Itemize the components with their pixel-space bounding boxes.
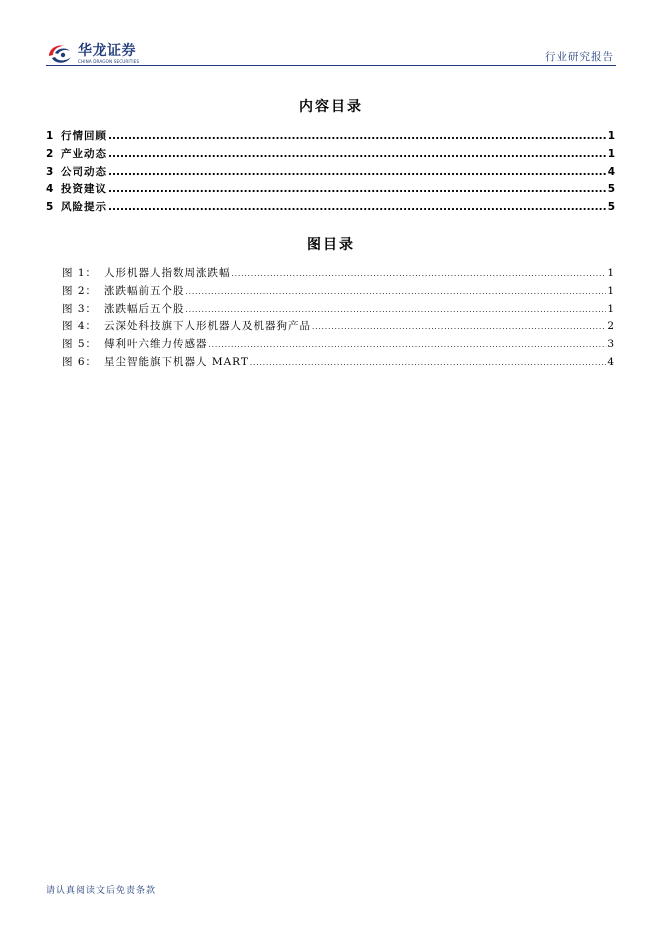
toc-entry-page: 5 <box>607 183 615 196</box>
figure-entry[interactable] <box>62 283 614 301</box>
figure-entry[interactable] <box>62 301 614 319</box>
dot-leader <box>312 320 606 332</box>
figure-entry-number: 图 1： <box>62 267 98 279</box>
figure-entry-label: 云深处科技旗下人形机器人及机器狗产品 <box>104 320 311 333</box>
china-dragon-logo-icon <box>46 42 74 66</box>
toc-entry[interactable] <box>46 128 615 146</box>
figure-entry[interactable] <box>62 265 614 283</box>
report-type-label: 行业研究报告 <box>545 51 614 63</box>
dot-leader <box>108 201 607 213</box>
figure-list-title: 图目录 <box>307 237 355 253</box>
figure-entry-label: 星尘智能旗下机器人 MART <box>104 355 249 368</box>
logo-chinese-name: 华龙证券 <box>78 42 136 59</box>
toc-entry-page: 4 <box>607 165 615 178</box>
figure-entry[interactable] <box>62 318 614 336</box>
company-logo <box>46 40 139 68</box>
toc-entry-label: 投资建议 <box>61 183 107 196</box>
toc-entry-number: 5 <box>46 201 54 214</box>
toc-entry-number: 2 <box>46 147 54 160</box>
toc-entry-label: 风险提示 <box>61 201 107 214</box>
figure-entry-number: 图 4： <box>62 320 98 333</box>
toc-title: 内容目录 <box>299 99 363 115</box>
figure-entry-page: 4 <box>607 355 614 368</box>
toc-entry-page: 5 <box>607 201 615 214</box>
toc-entry-label: 行情回顾 <box>61 130 107 142</box>
toc-entry-page: 1 <box>607 130 615 142</box>
dot-leader <box>209 338 607 350</box>
figure-entry-page: 3 <box>607 338 614 351</box>
figure-entry-page: 1 <box>607 284 614 297</box>
figure-entry-page: 1 <box>607 267 614 279</box>
dot-leader <box>186 285 607 297</box>
toc-entry-label: 产业动态 <box>61 147 107 160</box>
toc-entry-page: 1 <box>607 147 615 160</box>
figure-entry[interactable] <box>62 336 614 354</box>
toc-entry[interactable] <box>46 146 615 164</box>
figure-entry-number: 图 6： <box>62 355 98 368</box>
header-divider <box>46 65 616 66</box>
figure-entry-number: 图 2： <box>62 284 98 297</box>
dot-leader <box>186 303 607 315</box>
toc-entry-number: 3 <box>46 165 54 178</box>
logo-english-name: CHINA DRAGON SECURITIES <box>78 58 140 64</box>
figure-list <box>62 265 614 372</box>
figure-entry-label: 涨跌幅前五个股 <box>104 284 185 297</box>
figure-entry-number: 图 5： <box>62 338 98 351</box>
toc-entry[interactable] <box>46 181 615 199</box>
figure-entry-label: 傅利叶六维力传感器 <box>104 338 208 351</box>
dot-leader <box>250 356 606 368</box>
figure-entry-page: 1 <box>607 302 614 315</box>
toc-entry[interactable] <box>46 164 615 182</box>
toc-entry-number: 1 <box>46 130 54 142</box>
dot-leader <box>108 148 607 160</box>
dot-leader <box>232 267 607 279</box>
toc-entry[interactable] <box>46 199 615 217</box>
toc-entry-label: 公司动态 <box>61 165 107 178</box>
figure-entry-label: 涨跌幅后五个股 <box>104 302 185 315</box>
toc-list <box>46 128 615 217</box>
figure-entry-label: 人形机器人指数周涨跌幅 <box>104 267 231 279</box>
page-header <box>46 38 616 68</box>
dot-leader <box>108 130 607 142</box>
dot-leader <box>108 183 607 195</box>
figure-entry-number: 图 3： <box>62 302 98 315</box>
dot-leader <box>108 166 607 178</box>
toc-entry-number: 4 <box>46 183 54 196</box>
figure-entry[interactable] <box>62 354 614 372</box>
disclaimer-footer: 请认真阅读文后免责条款 <box>46 886 157 896</box>
figure-entry-page: 2 <box>607 320 614 333</box>
